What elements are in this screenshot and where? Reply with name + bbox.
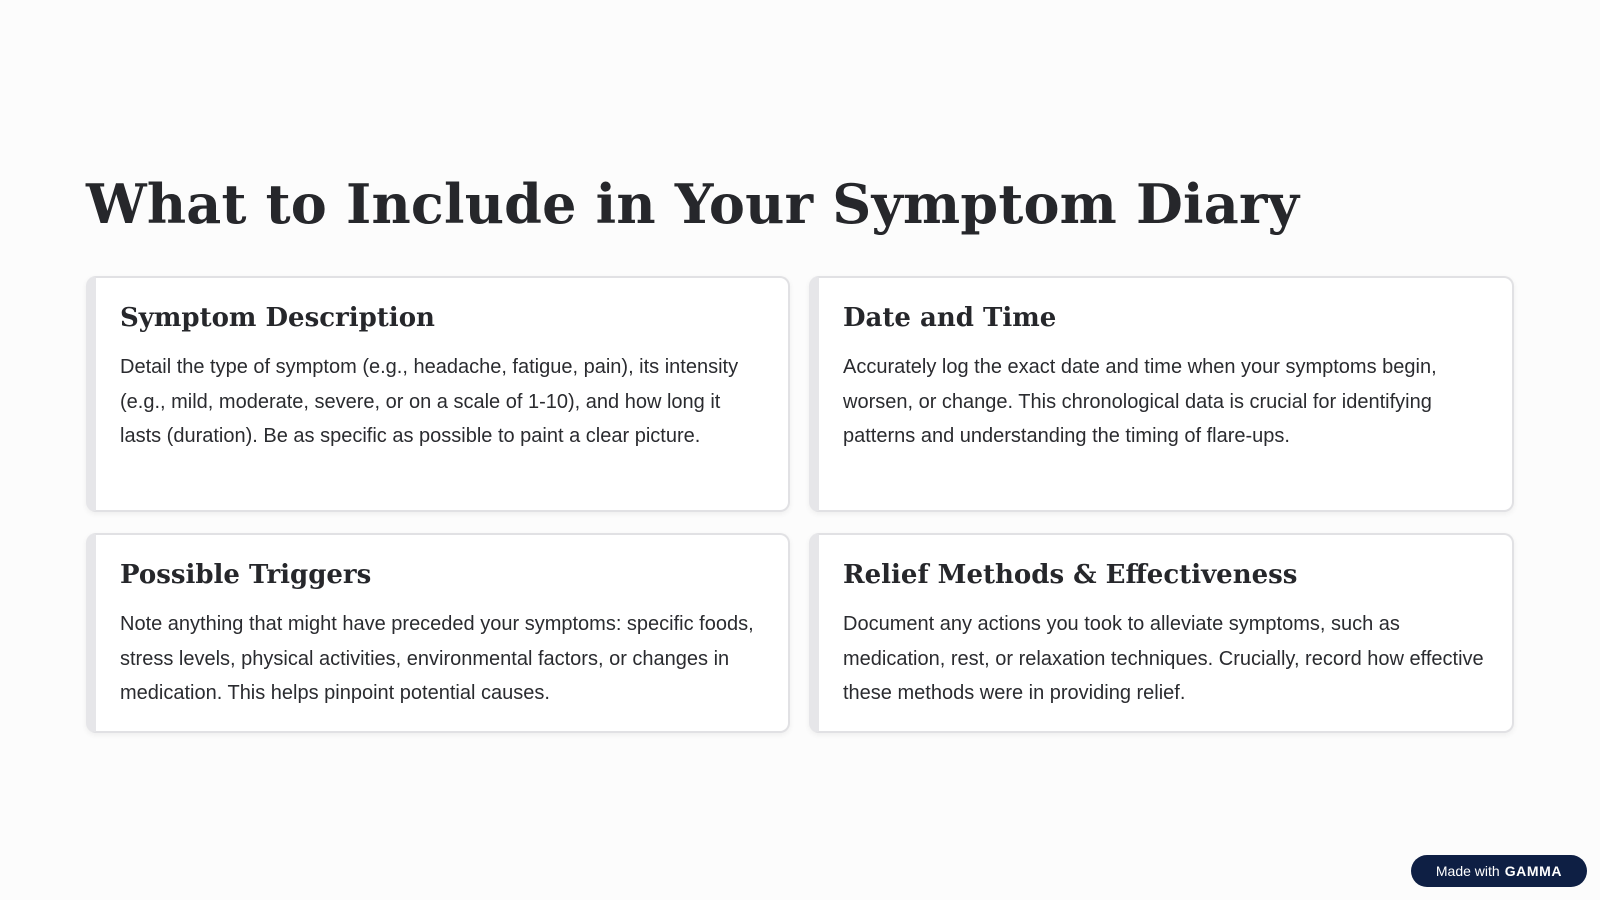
- made-with-gamma-badge[interactable]: [1411, 855, 1587, 887]
- card-date-and-time: [809, 276, 1514, 512]
- card-body: Document any actions you took to alleviate symptoms, such as medication, rest, or relaxation techniques. Crucially, record how effective these methods were in providing relief.: [843, 613, 1484, 704]
- card-title: Symptom Description: [120, 303, 435, 333]
- card-body: Note anything that might have preceded your symptoms: specific foods, stress levels, physical activities, environmental factors, or changes in medication. This helps pinpoint potential causes.: [120, 613, 754, 704]
- slide-title: What to Include in Your Symptom Diary: [86, 172, 1300, 236]
- gamma-logo: GAMMA: [1504, 863, 1563, 879]
- badge-prefix: Made with: [1435, 863, 1500, 879]
- card-symptom-description: [86, 276, 790, 512]
- card-title: Date and Time: [843, 303, 1057, 333]
- card-body: Accurately log the exact date and time when your symptoms begin, worsen, or change. This chronological data is crucial for identifying patterns and understanding the timing of flare-ups.: [843, 356, 1437, 447]
- card-title: Possible Triggers: [120, 560, 372, 590]
- card-body: Detail the type of symptom (e.g., headache, fatigue, pain), its intensity (e.g., mild, moderate, severe, or on a scale of 1-10), and how long it lasts (duration). Be as specific as possible to paint a clear picture.: [120, 356, 739, 447]
- card-possible-triggers: [86, 533, 790, 733]
- card-title: Relief Methods & Effectiveness: [843, 560, 1298, 590]
- card-relief-methods: [809, 533, 1514, 733]
